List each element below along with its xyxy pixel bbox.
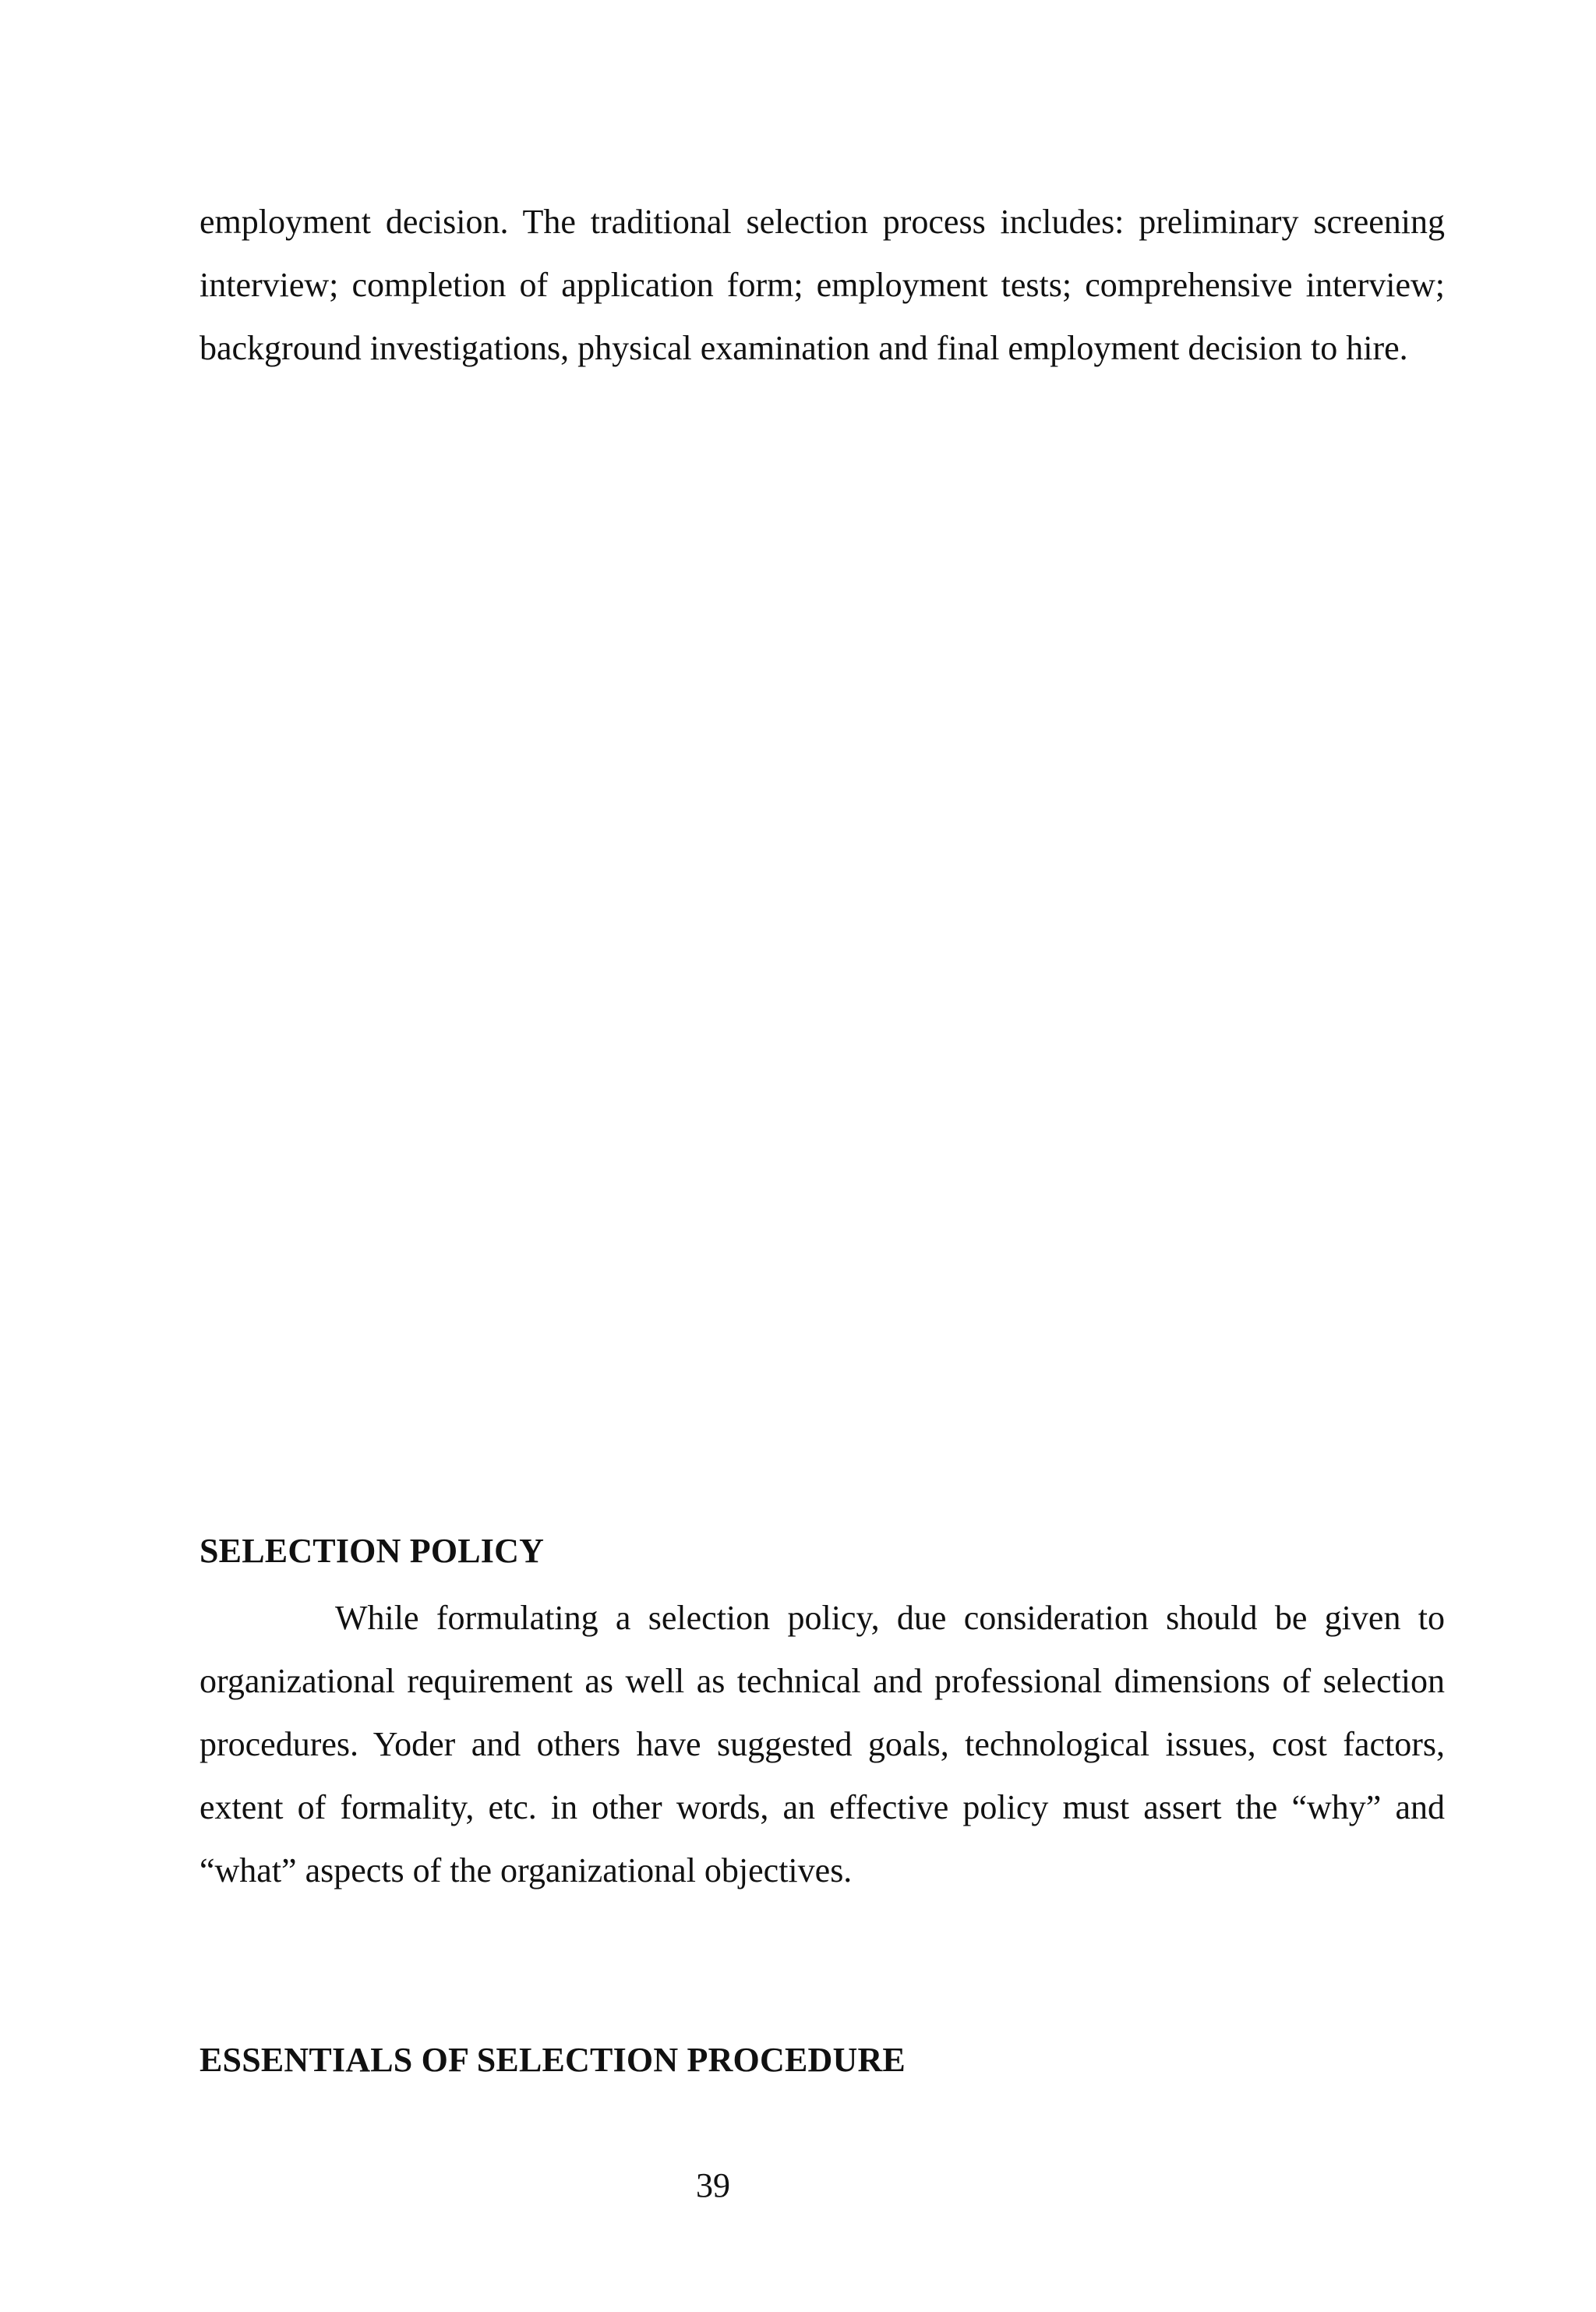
selection-policy-paragraph: While formulating a selection policy, due consideration should be given to organizational requirement as well as technical and professional dimensions of selection procedures. Yoder and others have suggested goals, technological issues, cost factors, extent of formality, etc. in other words, an effective policy must assert the “why” and “what” aspects of the organizational objectives.	[200, 1599, 1445, 1890]
essentials-heading: ESSENTIALS OF SELECTION PROCEDURE	[200, 2041, 906, 2079]
intro-paragraph: employment decision. The traditional selection process includes: preliminary screening interview; completion of application form; employment tests; comprehensive interview; background investigations, physical examination and final employment decision to hire.	[200, 203, 1445, 367]
selection-policy-heading: SELECTION POLICY	[200, 1532, 545, 1570]
page-number: 39	[696, 2166, 730, 2204]
